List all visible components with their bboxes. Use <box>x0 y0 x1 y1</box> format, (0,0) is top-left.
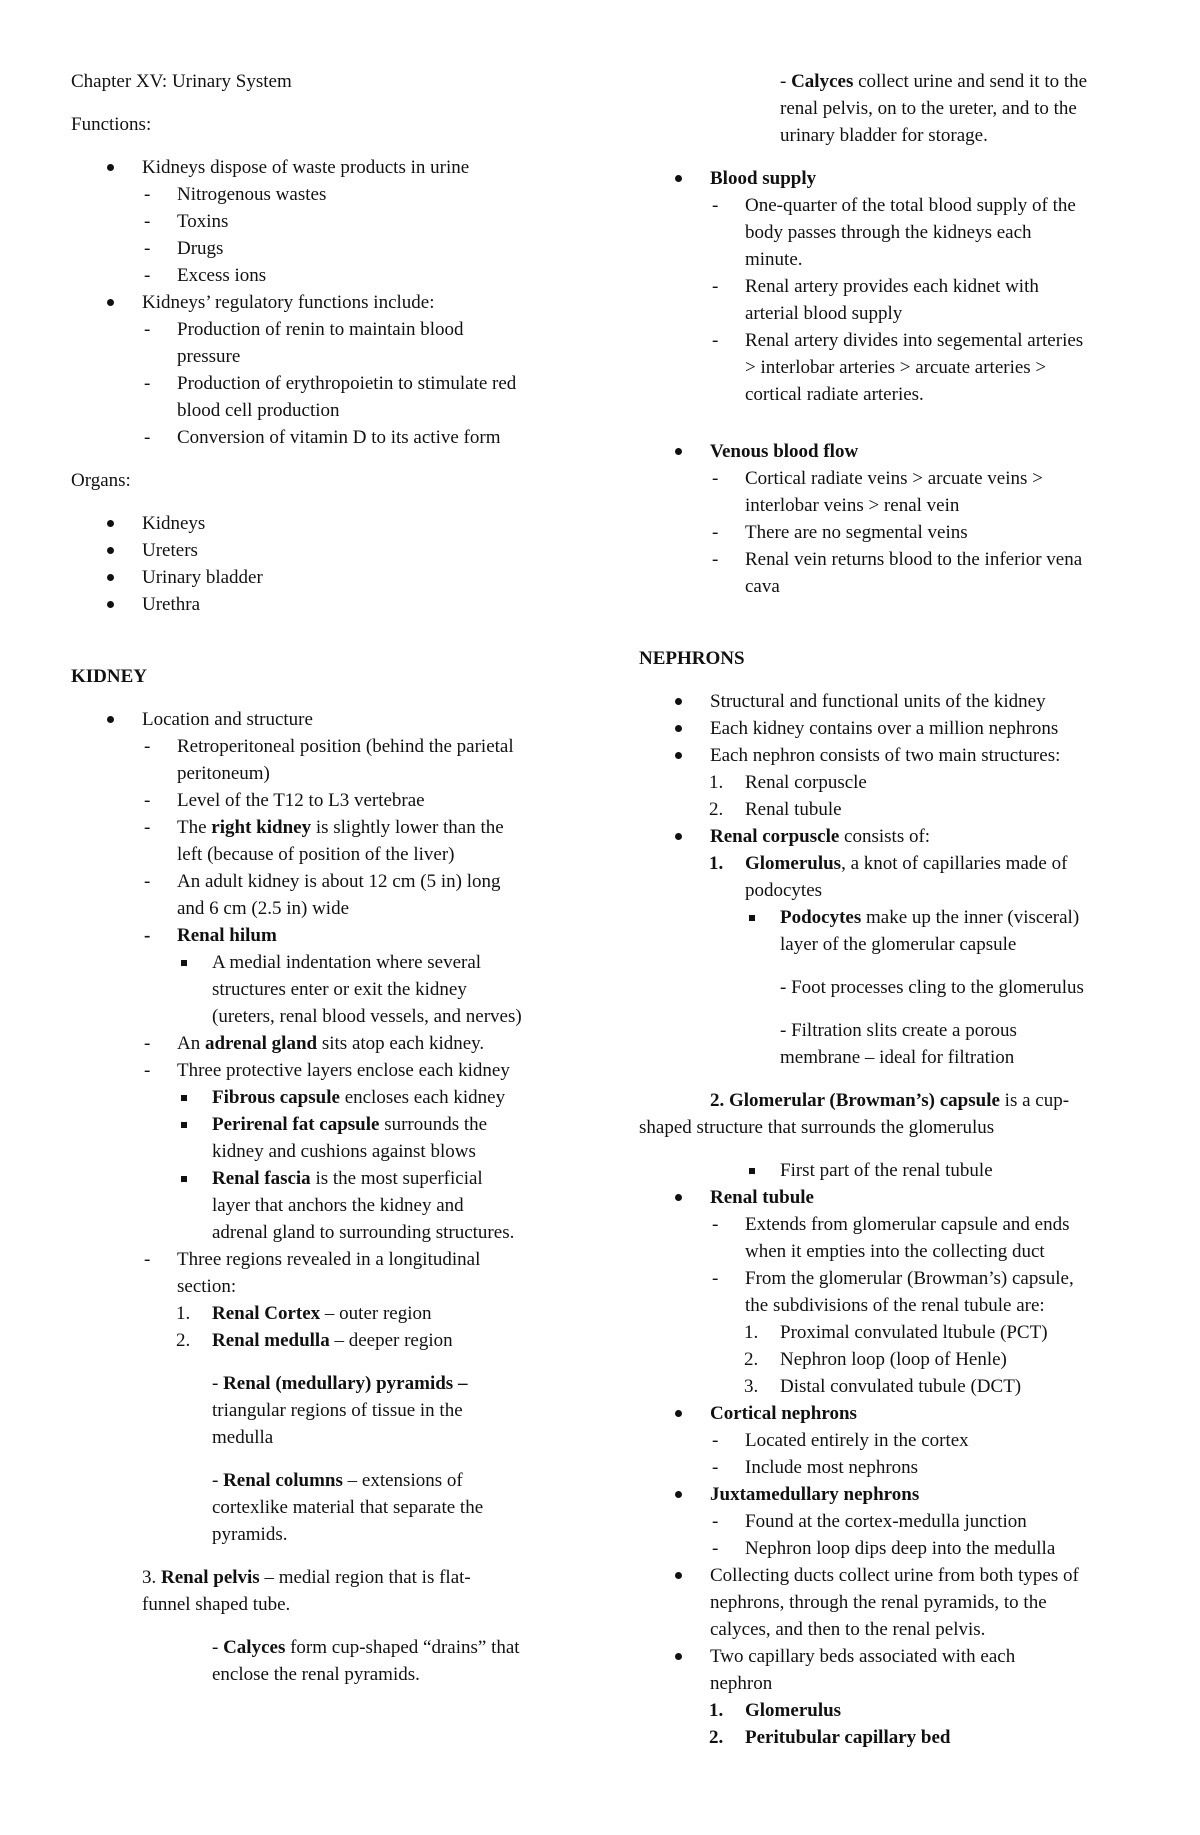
item-number: 2. <box>176 1330 191 1351</box>
text: collect urine and send it to the <box>853 71 1088 92</box>
paragraph <box>710 1087 1139 1114</box>
list-item-cont: layer that anchors the kidney and <box>212 1195 464 1216</box>
list-item: Venous blood flow <box>710 438 1139 465</box>
list-item: Collecting ducts collect urine from both types of <box>710 1562 1139 1589</box>
list-item: Each nephron consists of two main structures: <box>710 742 1139 769</box>
text: is slightly lower than the <box>311 817 504 838</box>
list-item: - There are no segmental veins <box>745 519 1139 546</box>
list-item <box>744 1373 1139 1400</box>
list-item: Cortical nephrons <box>710 1400 1139 1427</box>
paragraph <box>780 68 1139 95</box>
list-item-cont: podocytes <box>745 880 823 901</box>
list-item-cont: layer of the glomerular capsule <box>780 934 1017 955</box>
item-number: 2. <box>744 1349 759 1370</box>
list-item-cont: peritoneum) <box>177 763 270 784</box>
list-item-cont: nephrons, through the renal pyramids, to the <box>710 1592 1047 1613</box>
list-item: A medial indentation where several <box>212 949 591 976</box>
list-item-cont: (ureters, renal blood vessels, and nerves) <box>212 1006 522 1027</box>
text: Proximal convulated ltubule (PCT) <box>780 1322 1048 1343</box>
bold-term: Renal Cortex <box>212 1303 321 1324</box>
paragraph <box>212 1634 591 1661</box>
list-item: - Extends from glomerular capsule and ends <box>745 1211 1139 1238</box>
list-item-cont: body passes through the kidneys each <box>745 222 1032 243</box>
list-item: First part of the renal tubule <box>780 1157 1139 1184</box>
list-item <box>744 1346 1139 1373</box>
bold-term: Calyces <box>223 1637 286 1658</box>
list-item: - Level of the T12 to L3 vertebrae <box>177 787 591 814</box>
list-item <box>177 814 591 841</box>
bold-term: right kidney <box>211 817 312 838</box>
text: Nephron loop (loop of Henle) <box>780 1349 1007 1370</box>
item-number: 2. <box>709 799 724 820</box>
left-column <box>71 68 591 1688</box>
list-item <box>176 1300 591 1327</box>
list-item: Structural and functional units of the kidney <box>710 688 1139 715</box>
list-item: - Toxins <box>177 208 591 235</box>
text: Glomerulus <box>745 1700 842 1721</box>
text: – deeper region <box>329 1330 453 1351</box>
text: 3. <box>142 1567 161 1588</box>
list-item: Urethra <box>142 591 591 618</box>
list-item: - Three regions revealed in a longitudinal <box>177 1246 591 1273</box>
bold-term: Glomerulus <box>745 853 842 874</box>
paragraph-cont: funnel shaped tube. <box>142 1594 291 1615</box>
list-item <box>709 769 1139 796</box>
list-item-cont: minute. <box>745 249 803 270</box>
item-number: 1. <box>709 772 724 793</box>
bold-term: Renal fascia <box>212 1168 311 1189</box>
bold-term: Renal (medullary) pyramids <box>223 1373 454 1394</box>
list-item-cont: section: <box>177 1276 237 1297</box>
bold-term: Calyces <box>791 71 854 92</box>
text: The <box>177 817 212 838</box>
paragraph <box>142 1564 591 1591</box>
right-column <box>639 68 1139 1751</box>
list-item: - Nitrogenous wastes <box>177 181 591 208</box>
list-item: - Conversion of vitamin D to its active form <box>177 424 591 451</box>
organs-label: Organs: <box>71 470 131 491</box>
list-item: Kidneys dispose of waste products in urine <box>142 154 591 181</box>
list-item-cont: kidney and cushions against blows <box>212 1141 476 1162</box>
list-item: Two capillary beds associated with each <box>710 1643 1139 1670</box>
text: sits atop each kidney. <box>317 1033 485 1054</box>
list-item-cont: blood cell production <box>177 400 340 421</box>
text: Peritubular capillary bed <box>745 1727 951 1748</box>
list-item: - Found at the cortex-medulla junction <box>745 1508 1139 1535</box>
bold-term: adrenal gland <box>204 1033 318 1054</box>
list-item: Blood supply <box>710 165 1139 192</box>
paragraph-cont: urinary bladder for storage. <box>780 125 988 146</box>
text: Renal corpuscle <box>745 772 867 793</box>
list-item: Ureters <box>142 537 591 564</box>
paragraph-cont: cortexlike material that separate the <box>212 1497 484 1518</box>
item-number: 1. <box>744 1322 759 1343</box>
text: is the most superficial <box>310 1168 483 1189</box>
paragraph <box>212 1370 591 1397</box>
list-item-cont: arterial blood supply <box>745 303 903 324</box>
list-item: Each kidney contains over a million nephrons <box>710 715 1139 742</box>
list-item-cont: adrenal gland to surrounding structures. <box>212 1222 515 1243</box>
list-item: Renal tubule <box>710 1184 1139 1211</box>
list-item-cont: structures enter or exit the kidney <box>212 979 467 1000</box>
text: – outer region <box>320 1303 432 1324</box>
bold-term: Renal corpuscle <box>710 826 840 847</box>
text: - <box>212 1470 224 1491</box>
bold-term: 2. Glomerular (Browman’s) capsule <box>710 1090 1000 1111</box>
list-item <box>212 1165 591 1192</box>
list-item: - Retroperitoneal position (behind the parietal <box>177 733 591 760</box>
list-item-cont: interlobar veins > renal vein <box>745 495 960 516</box>
text: An <box>177 1033 205 1054</box>
paragraph-cont: triangular regions of tissue in the <box>212 1400 463 1421</box>
list-item <box>709 796 1139 823</box>
list-item <box>709 1724 1139 1751</box>
list-item: Kidneys’ regulatory functions include: <box>142 289 591 316</box>
list-item: - Renal hilum <box>177 922 591 949</box>
paragraph-cont: pyramids. <box>212 1524 288 1545</box>
bold-term: Perirenal fat capsule <box>212 1114 380 1135</box>
paragraph-cont: membrane – ideal for filtration <box>780 1047 1015 1068</box>
paragraph-cont: enclose the renal pyramids. <box>212 1664 420 1685</box>
list-item: - Include most nephrons <box>745 1454 1139 1481</box>
text: - <box>780 71 792 92</box>
text: form cup-shaped “drains” that <box>285 1637 520 1658</box>
kidney-heading: KIDNEY <box>71 666 148 687</box>
list-item-cont: and 6 cm (2.5 in) wide <box>177 898 350 919</box>
list-item: Juxtamedullary nephrons <box>710 1481 1139 1508</box>
text: – <box>453 1373 468 1394</box>
list-item <box>212 1084 591 1111</box>
list-item: - Cortical radiate veins > arcuate veins > <box>745 465 1139 492</box>
list-item: - Production of renin to maintain blood <box>177 316 591 343</box>
paragraph: - Filtration slits create a porous <box>780 1020 1017 1041</box>
list-item: - One-quarter of the total blood supply of the <box>745 192 1139 219</box>
paragraph: - Foot processes cling to the glomerulus <box>780 977 1084 998</box>
list-item-cont: cortical radiate arteries. <box>745 384 924 405</box>
list-item-cont: calyces, and then to the renal pelvis. <box>710 1619 986 1640</box>
text: surrounds the <box>379 1114 488 1135</box>
text: Renal tubule <box>745 799 842 820</box>
text: - <box>212 1373 224 1394</box>
text: encloses each kidney <box>339 1087 506 1108</box>
list-item-cont: cava <box>745 576 780 597</box>
list-item: Location and structure <box>142 706 591 733</box>
text: make up the inner (visceral) <box>861 907 1080 928</box>
text: , a knot of capillaries made of <box>841 853 1068 874</box>
paragraph-cont: shaped structure that surrounds the glomerulus <box>639 1117 995 1138</box>
list-item: - Excess ions <box>177 262 591 289</box>
list-item: - Three protective layers enclose each kidney <box>177 1057 591 1084</box>
bold-term: Fibrous capsule <box>212 1087 340 1108</box>
list-item <box>176 1327 591 1354</box>
list-item: - Production of erythropoietin to stimulate red <box>177 370 591 397</box>
list-item <box>780 904 1139 931</box>
list-item-cont: the subdivisions of the renal tubule are: <box>745 1295 1045 1316</box>
nephrons-heading: NEPHRONS <box>639 648 745 669</box>
list-item: Kidneys <box>142 510 591 537</box>
list-item <box>212 1111 591 1138</box>
paragraph-cont: medulla <box>212 1427 274 1448</box>
list-item: - Renal artery provides each kidnet with <box>745 273 1139 300</box>
item-number: 1. <box>709 1700 724 1721</box>
list-item: - From the glomerular (Browman’s) capsule, <box>745 1265 1139 1292</box>
list-item: Urinary bladder <box>142 564 591 591</box>
bold-term: Renal columns <box>223 1470 343 1491</box>
list-item-cont: nephron <box>710 1673 773 1694</box>
item-number: 1. <box>176 1303 191 1324</box>
functions-label: Functions: <box>71 114 152 135</box>
text: - <box>212 1637 224 1658</box>
text: – medial region that is flat- <box>259 1567 471 1588</box>
text: consists of: <box>839 826 931 847</box>
item-number: 3. <box>744 1376 759 1397</box>
text: is a cup- <box>999 1090 1070 1111</box>
item-number: 1. <box>709 853 724 874</box>
list-item: - Renal vein returns blood to the inferior vena <box>745 546 1139 573</box>
list-item <box>744 1319 1139 1346</box>
list-item: - Nephron loop dips deep into the medulla <box>745 1535 1139 1562</box>
bold-term: Renal pelvis <box>161 1567 260 1588</box>
list-item: - Located entirely in the cortex <box>745 1427 1139 1454</box>
paragraph-cont: renal pelvis, on to the ureter, and to the <box>780 98 1077 119</box>
chapter-title: Chapter XV: Urinary System <box>71 71 292 92</box>
bold-term: Podocytes <box>780 907 862 928</box>
list-item: - An adult kidney is about 12 cm (5 in) long <box>177 868 591 895</box>
list-item <box>177 1030 591 1057</box>
list-item-cont: pressure <box>177 346 241 367</box>
list-item-cont: when it empties into the collecting duct <box>745 1241 1045 1262</box>
list-item: - Renal artery divides into segemental arteries <box>745 327 1139 354</box>
paragraph <box>212 1467 591 1494</box>
list-item-cont: > interlobar arteries > arcuate arteries > <box>745 357 1047 378</box>
list-item-cont: left (because of position of the liver) <box>177 844 455 865</box>
list-item: - Drugs <box>177 235 591 262</box>
bold-term: Renal medulla <box>212 1330 330 1351</box>
list-item <box>710 823 1139 850</box>
item-number: 2. <box>709 1727 724 1748</box>
list-item <box>709 1697 1139 1724</box>
text: – extensions of <box>342 1470 463 1491</box>
list-item <box>709 850 1139 877</box>
text: Distal convulated tubule (DCT) <box>780 1376 1022 1397</box>
